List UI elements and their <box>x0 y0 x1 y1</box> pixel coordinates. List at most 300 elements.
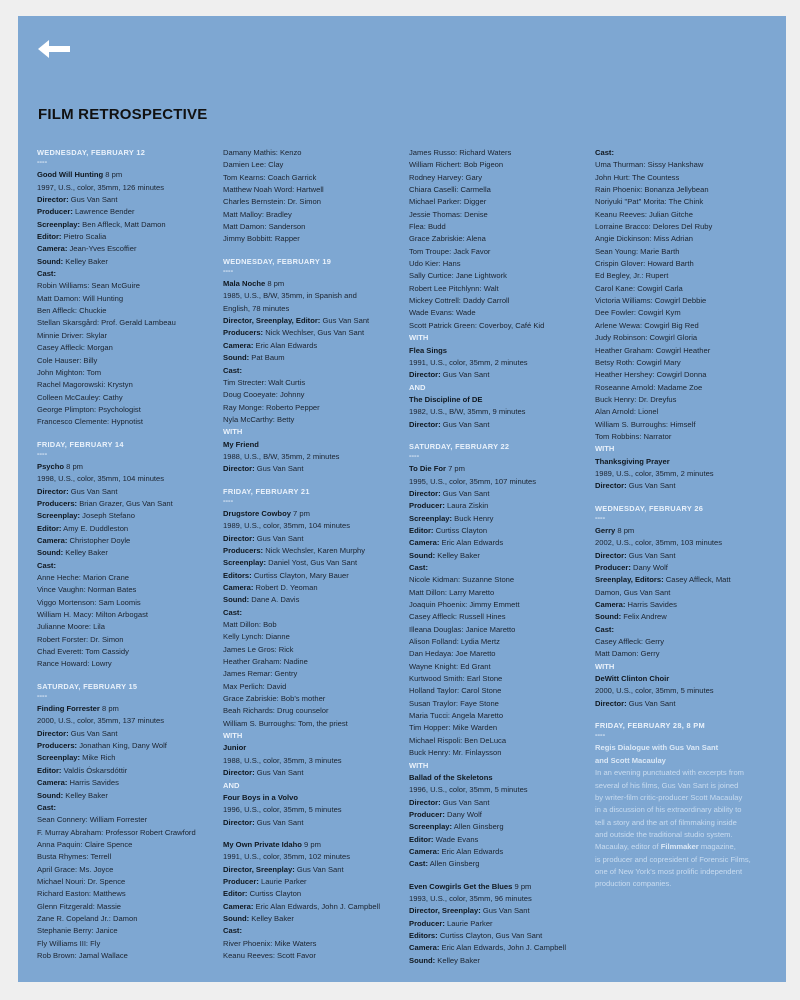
credit-role: Editor: <box>409 525 434 535</box>
detail-line: Charles Bernstein: Dr. Simon <box>223 197 321 207</box>
credit-name: Nick Wechlser, Gus Van Sant <box>263 328 365 338</box>
credit-name: Christopher Doyle <box>67 535 131 545</box>
film-title: Mala Noche <box>223 279 266 289</box>
detail-line: 1988, U.S., B/W, 35mm, 2 minutes <box>223 451 340 461</box>
credit-name: Curtiss Clayton, Gus Van Sant <box>437 930 543 940</box>
detail-line: English, 78 minutes <box>223 303 290 313</box>
credit-line <box>595 698 773 710</box>
detail-line: Keanu Reeves: Julian Gitche <box>595 209 693 219</box>
credit-line <box>37 523 215 535</box>
film-title: Psycho <box>37 461 65 471</box>
connector-label: WITH <box>409 760 429 770</box>
credit-role: Producer: <box>37 207 73 217</box>
credit-name: Eric Alan Edwards, John J. Campbell <box>253 901 381 911</box>
detail-line: Victoria Williams: Cowgirl Debbie <box>595 296 707 306</box>
detail-line: Noriyuki "Pat" Morita: The Chink <box>595 197 704 207</box>
description-text: magazine, <box>698 842 736 852</box>
detail-line: Anna Paquin: Claire Spence <box>37 839 133 849</box>
credit-role: Camera: <box>223 901 254 911</box>
credit-role: Producers: <box>223 328 264 338</box>
film-title: To Die For <box>409 464 446 474</box>
credit-name: Felix Andrew <box>621 612 667 622</box>
column-3 <box>409 147 587 967</box>
credit-name: Kelley Baker <box>63 256 108 266</box>
event-title-text: and Scott Macaulay <box>595 755 666 765</box>
credit-name: Amy E. Duddleston <box>61 523 129 533</box>
credit-line <box>223 817 401 829</box>
credit-role: Editor: <box>37 523 62 533</box>
detail-line: Nicole Kidman: Suzanne Stone <box>409 575 515 585</box>
credit-line <box>37 560 215 572</box>
detail-line: Wade Evans: Wade <box>409 308 476 318</box>
column-2 <box>223 147 401 962</box>
credit-name: Jean-Yves Escoffier <box>67 244 137 254</box>
credit-name: Harris Savides <box>625 600 677 610</box>
credit-line <box>37 740 215 752</box>
credit-line <box>409 858 587 870</box>
showtime: 7 pm <box>445 464 465 474</box>
credit-name: Eric Alan Edwards <box>439 846 504 856</box>
heading-rule: ---- <box>223 497 234 505</box>
credit-line <box>595 624 773 636</box>
connector-label: WITH <box>595 661 615 671</box>
connector-label: WITH <box>223 731 243 741</box>
heading-rule: ---- <box>37 159 48 167</box>
film-title: Four Boys in a Volvo <box>223 792 298 802</box>
detail-line: Chiara Caselli: Carmella <box>409 185 491 195</box>
detail-line: Beah Richards: Drug counselor <box>223 706 329 716</box>
detail-line: Sean Connery: William Forrester <box>37 815 148 825</box>
film-title-line <box>595 673 773 685</box>
detail-line: 1993, U.S., color, 35mm, 96 minutes <box>409 893 532 903</box>
detail-line: Kelly Lynch: Dianne <box>223 632 290 642</box>
detail-line: Chad Everett: Tom Cassidy <box>37 647 129 657</box>
detail-line: Scott Patrick Green: Coverboy, Café Kid <box>409 320 545 330</box>
detail-line: William H. Macy: Milton Arbogast <box>37 610 148 620</box>
heading-rule: ---- <box>409 453 420 461</box>
credit-name: Brian Grazer, Gus Van Sant <box>77 498 173 508</box>
film-title-line <box>223 439 401 451</box>
credit-name: Gus Van Sant <box>480 906 530 916</box>
credit-role: Director: <box>223 464 255 474</box>
credit-role: Director: <box>223 817 255 827</box>
credit-name: Buck Henry <box>452 513 494 523</box>
detail-line: Lorraine Bracco: Delores Del Ruby <box>595 222 713 232</box>
detail-line: Matt Dillon: Bob <box>223 620 277 630</box>
credit-name: Kelley Baker <box>249 913 294 923</box>
detail-line: Rance Howard: Lowry <box>37 659 112 669</box>
credit-line <box>37 498 215 510</box>
detail-line: John Hurt: The Countess <box>595 172 680 182</box>
credit-name: Curtiss Clayton <box>247 889 302 899</box>
credit-role: Director: <box>595 698 627 708</box>
event-description: tell a story and the art of filmmaking inside <box>595 817 737 827</box>
credit-name: Eric Alan Edwards <box>439 538 504 548</box>
detail-line: Carol Kane: Cowgirl Carla <box>595 283 683 293</box>
credit-name: Curtiss Clayton, Mary Bauer <box>251 570 349 580</box>
credit-name: Dany Wolf <box>630 563 668 572</box>
credit-name: Lawrence Bender <box>72 207 135 217</box>
detail-line: Minnie Driver: Skylar <box>37 330 108 340</box>
detail-line: River Phoenix: Mike Waters <box>223 938 317 948</box>
event-description: production companies. <box>595 879 672 889</box>
credit-role: Director: <box>409 488 441 498</box>
detail-line: Angie Dickinson: Miss Adrian <box>595 234 693 244</box>
credit-role: Screenplay: <box>409 822 453 832</box>
detail-line: Stellan Skarsgård: Prof. Gerald Lambeau <box>37 318 176 328</box>
detail-line: Roseanne Arnold: Madame Zoe <box>595 382 703 392</box>
credit-name: Eric Alan Edwards <box>253 340 318 350</box>
detail-line: 1988, U.S., color, 35mm, 3 minutes <box>223 755 342 765</box>
detail-line: Max Perlich: David <box>223 681 287 691</box>
detail-line: Heather Hershey: Cowgirl Donna <box>595 370 707 380</box>
column-1 <box>37 147 215 962</box>
detail-line: Susan Traylor: Faye Stone <box>409 698 499 708</box>
credit-role: Sound: <box>37 790 64 800</box>
credit-name: Pat Baum <box>249 353 285 363</box>
credit-role: Director: <box>595 481 627 491</box>
credit-line <box>37 268 215 280</box>
detail-line: William S. Burroughs: Tom, the priest <box>223 718 348 728</box>
detail-line: Holland Taylor: Carol Stone <box>409 686 502 696</box>
credit-line <box>223 582 401 594</box>
date-heading: SATURDAY, FEBRUARY 15 <box>37 681 138 691</box>
detail-line: Viggo Mortenson: Sam Loomis <box>37 597 141 607</box>
credit-line <box>37 219 215 231</box>
detail-line: Wayne Knight: Ed Grant <box>409 661 491 671</box>
credit-role: Camera: <box>37 244 68 254</box>
detail-line: 1991, U.S., color, 35mm, 2 minutes <box>409 357 528 367</box>
credit-role: Screenplay: <box>223 558 267 568</box>
credit-line <box>223 365 401 377</box>
credit-name: Curtiss Clayton <box>433 525 488 535</box>
credit-name: Kelley Baker <box>63 790 108 800</box>
detail-line: Robin Williams: Sean McGuire <box>37 281 140 291</box>
credit-line <box>409 525 587 537</box>
detail-line: Rob Brown: Jamal Wallace <box>37 950 128 960</box>
detail-line: April Grace: Ms. Joyce <box>37 864 114 874</box>
credit-line <box>409 905 587 917</box>
credit-line <box>37 510 215 522</box>
credit-role: Director: <box>37 486 69 496</box>
credit-line <box>409 955 587 967</box>
credit-role: Producer: <box>223 876 259 886</box>
detail-line: Glenn Fitzgerald: Massie <box>37 901 121 911</box>
detail-line: Udo Kier: Hans <box>409 259 461 269</box>
credit-role: Sound: <box>37 256 64 266</box>
detail-line: Illeana Douglas: Janice Maretto <box>409 624 516 634</box>
credit-line <box>37 535 215 547</box>
credit-name: Harris Savides <box>67 778 119 788</box>
credit-role: Director, Sreenplay: <box>409 906 481 916</box>
film-title: Thanksgiving Prayer <box>595 456 670 466</box>
page-title: FILM RETROSPECTIVE <box>38 106 208 123</box>
magazine-name: Filmmaker <box>660 842 699 852</box>
credit-line <box>223 594 401 606</box>
credit-line <box>409 419 587 431</box>
credit-line <box>595 550 773 562</box>
section-gap <box>223 829 401 839</box>
credit-name: Eric Alan Edwards, John J. Campbell <box>439 943 567 953</box>
detail-line: 1989, U.S., color, 35mm, 2 minutes <box>595 468 714 478</box>
credit-line <box>223 533 401 545</box>
detail-line: Matt Damon: Sanderson <box>223 222 306 232</box>
credit-name: Gus Van Sant <box>626 481 676 491</box>
detail-line: Ed Begley, Jr.: Rupert <box>595 271 669 281</box>
credit-role: Sreenplay, Editors: <box>595 575 664 585</box>
credit-name: Robert D. Yeoman <box>253 583 318 592</box>
credit-role: Director, Sreenplay, Editor: <box>223 316 321 326</box>
credit-line <box>409 809 587 821</box>
detail-line: Arlene Wewa: Cowgirl Big Red <box>595 320 699 330</box>
credit-role: Cast: <box>37 802 56 812</box>
detail-line: Sean Young: Marie Barth <box>595 246 680 256</box>
credit-line <box>223 767 401 779</box>
credit-line <box>37 547 215 559</box>
credit-name: Gus Van Sant <box>294 864 344 874</box>
credit-role: Cast: <box>223 607 242 617</box>
credit-line <box>37 752 215 764</box>
detail-line: Casey Affleck: Morgan <box>37 343 113 353</box>
showtime: 8 pm <box>99 704 119 714</box>
showtime: 8 pm <box>64 461 84 471</box>
section-gap <box>223 246 401 256</box>
detail-line: Maria Tucci: Angela Maretto <box>409 711 504 721</box>
credit-role: Producers: <box>223 545 264 555</box>
credit-line <box>223 607 401 619</box>
event-description: is producer and copresident of Forensic Films, <box>595 854 751 864</box>
credit-name: Gus Van Sant <box>440 370 490 380</box>
showtime: 9 pm <box>512 881 532 891</box>
detail-line: Tom Kearns: Coach Garrick <box>223 172 317 182</box>
detail-line: Dan Hedaya: Joe Maretto <box>409 649 496 659</box>
credit-line <box>595 562 773 574</box>
date-heading: WEDNESDAY, FEBRUARY 26 <box>595 503 704 513</box>
detail-line: 1982, U.S., B/W, 35mm, 9 minutes <box>409 407 526 417</box>
credit-line <box>37 256 215 268</box>
credit-role: Director: <box>409 370 441 380</box>
credit-line <box>37 486 215 498</box>
credit-role: Cast: <box>595 148 614 157</box>
credit-role: Cast: <box>409 859 428 869</box>
showtime: 7 pm <box>290 508 310 518</box>
credit-role: Cast: <box>409 563 428 572</box>
date-heading: FRIDAY, FEBRUARY 28, 8 PM <box>595 721 705 731</box>
detail-line: John Mighton: Tom <box>37 367 102 377</box>
detail-line: Alison Folland: Lydia Mertz <box>409 637 500 647</box>
detail-line: Busta Rhymes: Terrell <box>37 852 112 862</box>
detail-line: Crispin Glover: Howard Barth <box>595 259 694 269</box>
detail-line: 2000, U.S., color, 35mm, 137 minutes <box>37 716 165 726</box>
credit-role: Sound: <box>595 612 622 622</box>
credit-name: Gus Van Sant <box>254 817 304 827</box>
credit-role: Screenplay: <box>37 511 81 521</box>
credit-line <box>409 834 587 846</box>
event-description: and outside the traditional studio system. <box>595 829 733 839</box>
credit-name: Gus Van Sant <box>440 419 490 429</box>
film-title: Ballad of the Skeletons <box>409 772 493 782</box>
credit-role: Director: <box>409 419 441 429</box>
detail-line: Keanu Reeves: Scott Favor <box>223 950 316 960</box>
film-title-line <box>223 792 401 804</box>
detail-line: Cole Hauser: Billy <box>37 355 98 365</box>
credit-role: Screenplay: <box>37 753 81 763</box>
detail-line: Matthew Noah Word: Hartwell <box>223 185 324 195</box>
section-gap <box>37 671 215 681</box>
credit-role: Sound: <box>223 353 250 363</box>
credit-role: Producers: <box>37 498 78 508</box>
detail-line: Casey Affleck: Russell Hines <box>409 612 506 622</box>
credit-line <box>595 599 773 611</box>
credit-role: Camera: <box>223 340 254 350</box>
credit-role: Camera: <box>409 943 440 953</box>
detail-line: Matt Dillon: Larry Maretto <box>409 587 495 597</box>
date-heading: WEDNESDAY, FEBRUARY 12 <box>37 148 146 157</box>
credit-role: Producers: <box>37 741 78 751</box>
event-description <box>595 841 773 853</box>
credit-line <box>409 562 587 574</box>
detail-line: James Remar: Gentry <box>223 669 298 679</box>
credit-name: Mike Rich <box>80 753 116 763</box>
credit-role: Editors: <box>409 930 438 940</box>
film-title: Junior <box>223 743 247 753</box>
detail-line: Michael Parker: Digger <box>409 197 487 207</box>
connector-label: AND <box>223 780 240 790</box>
credit-name: Gus Van Sant <box>440 488 490 498</box>
credit-name: Gus Van Sant <box>254 464 304 474</box>
showtime: 9 pm <box>301 839 321 849</box>
credit-name: Ben Affleck, Matt Damon <box>80 219 166 229</box>
credit-role: Director: <box>223 533 255 543</box>
detail-line: Rachel Magorowski: Krystyn <box>37 380 133 390</box>
detail-line: 1998, U.S., color, 35mm, 104 minutes <box>37 474 165 484</box>
credit-line <box>37 777 215 789</box>
detail-line: Damien Lee: Clay <box>223 160 284 170</box>
credit-role: Director: <box>37 195 69 205</box>
film-title: My Friend <box>223 439 259 449</box>
credit-role: Producer: <box>409 918 445 928</box>
showtime: 8 pm <box>615 525 635 535</box>
back-arrow-icon[interactable] <box>36 38 72 60</box>
credit-line <box>223 901 401 913</box>
credit-role: Sound: <box>37 548 64 558</box>
credit-role: Editor: <box>37 765 62 775</box>
credit-line <box>223 340 401 352</box>
detail-line: James Le Gros: Rick <box>223 644 294 654</box>
credit-name: Kelley Baker <box>435 550 480 560</box>
film-title-line <box>223 508 401 520</box>
film-title-line <box>37 169 215 181</box>
credit-line <box>223 327 401 339</box>
credit-line <box>223 352 401 364</box>
credit-line <box>223 570 401 582</box>
credit-name: Gus Van Sant <box>254 533 304 543</box>
connector-label: WITH <box>409 333 429 343</box>
detail-line: Uma Thurman: Sissy Hankshaw <box>595 160 704 170</box>
credit-name: Nick Wechsler, Karen Murphy <box>263 545 366 555</box>
credit-line <box>223 876 401 888</box>
detail-line: Damon, Gus Van Sant <box>595 587 671 597</box>
credit-role: Director: <box>223 768 255 778</box>
detail-line: 1996, U.S., color, 35mm, 5 minutes <box>409 785 528 795</box>
detail-line: Anne Heche: Marion Crane <box>37 573 130 582</box>
credit-line <box>37 243 215 255</box>
detail-line: George Plimpton: Psychologist <box>37 404 141 414</box>
credit-name: Gus Van Sant <box>440 797 490 807</box>
credit-name: Kelley Baker <box>435 955 480 965</box>
detail-line: Fly Williams III: Fly <box>37 938 101 948</box>
section-gap <box>37 429 215 439</box>
credit-line <box>595 574 773 586</box>
date-heading: FRIDAY, FEBRUARY 14 <box>37 439 124 449</box>
film-title-line <box>223 742 401 754</box>
event-description: In an evening punctuated with excerpts from <box>595 768 745 778</box>
showtime: 8 pm <box>265 279 285 289</box>
credit-name: Joseph Stefano <box>80 511 135 521</box>
film-title: DeWitt Clinton Choir <box>595 674 670 684</box>
credit-role: Director: <box>37 728 69 738</box>
detail-line: Robert Lee Pitchlynn: Walt <box>409 283 499 293</box>
detail-line: Judy Robinson: Cowgirl Gloria <box>595 333 698 343</box>
credit-role: Sound: <box>223 595 250 605</box>
credit-role: Sound: <box>409 550 436 560</box>
film-title: Drugstore Cowboy <box>223 508 291 518</box>
credit-role: Camera: <box>223 583 254 592</box>
film-title-line <box>595 456 773 468</box>
film-title-line <box>409 345 587 357</box>
detail-line: Sally Curtice: Jane Lightwork <box>409 271 507 281</box>
credit-role: Cast: <box>37 560 56 570</box>
showtime: 8 pm <box>103 170 123 180</box>
film-title-line <box>223 839 401 851</box>
detail-line: Jimmy Bobbitt: Rapper <box>223 234 300 244</box>
credit-name: Gus Van Sant <box>68 195 118 205</box>
poster-panel <box>18 16 786 982</box>
heading-rule: ---- <box>37 693 48 701</box>
detail-line: Mickey Cottrell: Daddy Carroll <box>409 296 510 306</box>
film-title: Even Cowgirls Get the Blues <box>409 881 513 891</box>
film-title: Gerry <box>595 525 616 535</box>
film-title-line <box>409 772 587 784</box>
date-heading: SATURDAY, FEBRUARY 22 <box>409 441 510 451</box>
detail-line: Ben Affleck: Chuckie <box>37 306 107 316</box>
detail-line: 2002, U.S., color, 35mm, 103 minutes <box>595 538 723 548</box>
credit-line <box>223 463 401 475</box>
credit-name: Valdís Óskarsdóttir <box>61 765 128 775</box>
detail-line: Tom Robbins: Narrator <box>595 431 672 441</box>
credit-role: Director, Sreenplay: <box>223 864 295 874</box>
film-title-line <box>409 463 587 475</box>
credit-line <box>37 206 215 218</box>
detail-line: Nyla McCarthy: Betty <box>223 414 295 424</box>
film-title: The Discipline of DE <box>409 394 483 404</box>
heading-rule: ---- <box>37 450 48 458</box>
column-4 <box>595 147 773 891</box>
credit-line <box>595 611 773 623</box>
credit-role: Camera: <box>37 535 68 545</box>
film-title: Finding Forrester <box>37 704 100 714</box>
detail-line: Tim Strecter: Walt Curtis <box>223 377 306 387</box>
connector-label: WITH <box>595 444 615 454</box>
credit-line <box>409 488 587 500</box>
credit-line <box>409 821 587 833</box>
detail-line: 1985, U.S., B/W, 35mm, in Spanish and <box>223 291 357 301</box>
event-description: one of New York's most prolific independent <box>595 866 743 876</box>
detail-line: Colleen McCauley: Cathy <box>37 392 123 402</box>
credit-name: Dane A. Davis <box>249 595 300 605</box>
credit-role: Camera: <box>595 600 626 610</box>
credit-role: Sound: <box>409 955 436 965</box>
